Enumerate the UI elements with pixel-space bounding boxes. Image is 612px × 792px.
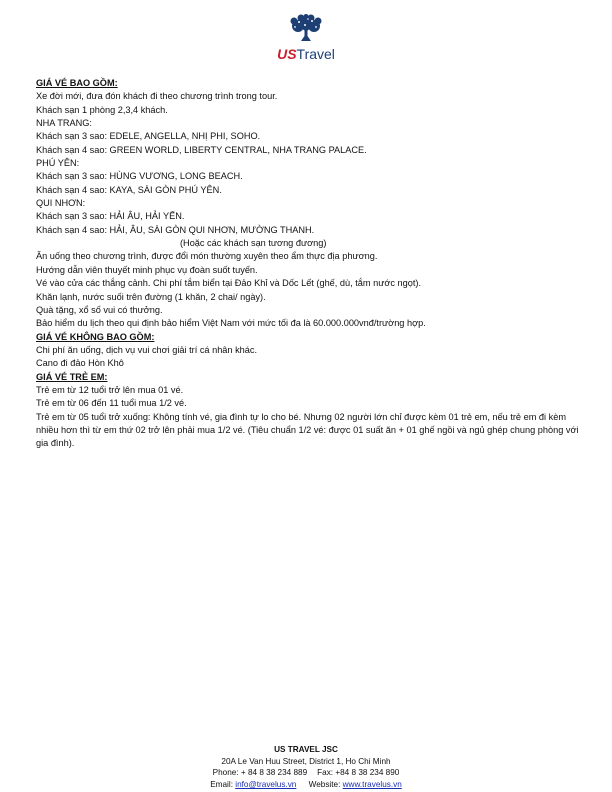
footer-phone: Phone: + 84 8 38 234 889: [212, 768, 308, 778]
included-line: Khách sạn 4 sao: GREEN WORLD, LIBERTY CENTRAL, NHA TRANG PALACE.: [36, 144, 367, 155]
included-line: Hướng dẫn viên thuyết minh phục vụ đoàn suốt tuyến.: [36, 264, 258, 275]
included-line-note: (Hoặc các khách sạn tương đương): [180, 238, 327, 249]
excluded-line: Chi phí ăn uống, dịch vụ vui chơi giải trí cá nhân khác.: [36, 344, 258, 355]
footer-address: 20A Le Van Huu Street, District 1, Ho Chi Minh: [221, 756, 391, 766]
included-line: Quà tặng, xổ số vui có thưởng.: [36, 304, 163, 315]
footer-website-link[interactable]: www.travelus.vn: [342, 779, 402, 789]
included-line: Bảo hiểm du lịch theo qui định bảo hiểm Việt Nam với mức tối đa là 60.000.000vnđ/trường hợp.: [36, 318, 426, 329]
included-line: Khách sạn 4 sao: KAYA, SÀI GÒN PHÚ YÊN.: [36, 184, 222, 195]
footer-fax: Fax: +84 8 38 234 890: [317, 768, 400, 778]
children-line: Trẻ em từ 05 tuổi trở xuống: Không tính vé, gia đình tự lo cho bé. Nhưng 02 người lớn chỉ được kèm 01 trẻ em, nếu trẻ em đi kèm nhiều hơn thì từ em thứ 02 trở lên phải mua 1/2 vé. (Tiêu chuẩn 1/2 vé: được 01 suất ăn + 01 ghế ngồi và ngủ ghép chung phòng với gia đình).: [36, 411, 579, 449]
children-line: Trẻ em từ 12 tuổi trở lên mua 01 vé.: [36, 384, 184, 395]
included-line: Khách sạn 3 sao: HÙNG VƯƠNG, LONG BEACH.: [36, 171, 243, 182]
included-line: Ăn uống theo chương trình, được đổi món thường xuyên theo ẩm thực địa phương.: [36, 251, 378, 262]
logo-us-text: US: [277, 46, 297, 62]
included-heading: GIÁ VÉ BAO GỒM:: [36, 78, 118, 88]
included-line: Xe đời mới, đưa đón khách đi theo chương trình trong tour.: [36, 91, 278, 102]
footer-email-link[interactable]: info@travelus.vn: [235, 779, 297, 789]
logo-wordmark: [270, 47, 342, 61]
included-line: Khăn lạnh, nước suối trên đường (1 khăn, 2 chai/ ngày).: [36, 291, 266, 302]
included-line: Vé vào cửa các thắng cảnh. Chi phí tắm biển tại Đảo Khỉ và Dốc Lết (ghế, dù, tắm nước ngọt).: [36, 278, 422, 289]
footer-company-name: US TRAVEL JSC: [274, 745, 338, 754]
footer-website-label: Website:: [308, 779, 341, 789]
tour-pricing-content: [36, 77, 580, 451]
included-line: Khách sạn 3 sao: HẢI ÂU, HẢI YẾN.: [36, 211, 185, 222]
footer-email-label: Email:: [210, 779, 233, 789]
excluded-line: Cano đi đảo Hòn Khô: [36, 358, 124, 369]
included-line: QUI NHƠN:: [36, 198, 86, 209]
footer-web-line: [0, 779, 612, 791]
tree-icon: [288, 14, 324, 46]
children-line: Trẻ em từ 06 đến 11 tuổi mua 1/2 vé.: [36, 398, 187, 409]
footer-contact-line: [0, 767, 612, 779]
included-line: NHA TRANG:: [36, 118, 92, 129]
logo-travel-text: Travel: [296, 46, 335, 62]
included-line: Khách sạn 4 sao: HẢI, ÂU, SÀI GÒN QUI NHƠN, MƯỜNG THANH.: [36, 224, 315, 235]
included-line: Khách sạn 1 phòng 2,3,4 khách.: [36, 104, 168, 115]
children-heading: GIÁ VÉ TRẺ EM:: [36, 371, 108, 382]
company-footer: [0, 744, 612, 790]
included-line: PHÚ YÊN:: [36, 158, 80, 169]
included-line: Khách sạn 3 sao: EDELE, ANGELLA, NHỊ PHI, SOHO.: [36, 131, 261, 142]
excluded-heading: GIÁ VÉ KHÔNG BAO GỒM:: [36, 331, 155, 342]
us-travel-logo: [270, 14, 342, 70]
